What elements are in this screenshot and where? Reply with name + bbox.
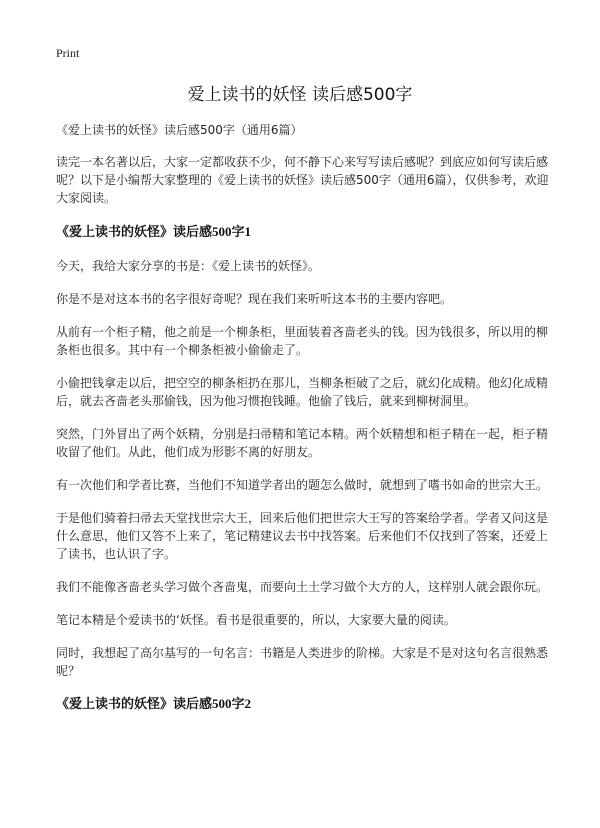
article-body [56,121,556,729]
article-subtitle: 《爱上读书的妖怪》读后感500字（通用6篇） [56,123,303,137]
intro-paragraph: 读完一本名著以后，大家一定都收获不少，何不静下心来写写读后感呢？到底应如何写读后感呢？以下是小编帮大家整理的《爱上读书的妖怪》读后感500字（通用6篇），仅供参考，欢迎大家阅读。 [56,155,549,205]
paragraph: 笔记本精是个爱读书的‘妖怪。看书是很重要的，所以，大家要大量的阅读。 [56,613,456,627]
paragraph: 我们不能像吝啬老头学习做个吝啬鬼，而要向土土学习做个大方的人，这样别人就会跟你玩。 [56,580,549,594]
paragraph: 突然，门外冒出了两个妖精，分别是扫帚精和笔记本精。两个妖精想和柜子精在一起，柜子精收留了他们。从此，他们成为形影不离的好朋友。 [56,427,549,459]
section-heading-2: 《爱上读书的妖怪》读后感500字2 [56,696,252,711]
page-title: 爱上读书的妖怪 读后感500字 [187,85,413,105]
section-heading-1: 《爱上读书的妖怪》读后感500字1 [56,224,252,239]
paragraph: 于是他们骑着扫帚去天堂找世宗大王，回来后他们把世宗大王写的答案给学者。学者又问这是什么意思，他们又答不上来了，笔记精建议去书中找答案。后来他们不仅找到了答案，还爱上了读书，也认识了字。 [56,511,549,561]
paragraph: 你是不是对这本书的名字很好奇呢？现在我们来听听这本书的主要内容吧。 [56,292,453,306]
paragraph: 小偷把钱拿走以后，把空空的柳条柜扔在那儿，当柳条柜破了之后，就幻化成精。他幻化成精后，就去吝啬老头那偷钱，因为他习惯抱钱睡。他偷了钱后，就来到柳树洞里。 [56,376,549,408]
paragraph: 今天，我给大家分享的书是：《爱上读书的妖怪》。 [56,259,321,273]
paragraph: 同时，我想起了高尔基写的一句名言：书籍是人类进步的阶梯。大家是不是对这句名言很熟悉呢？ [56,646,549,678]
print-link[interactable]: Print [56,46,80,60]
paragraph: 从前有一个柜子精，他之前是一个柳条柜，里面装着吝啬老头的钱。因为钱很多，所以用的柳条柜也很多。其中有一个柳条柜被小偷偷走了。 [56,325,549,357]
paragraph: 有一次他们和学者比赛，当他们不知道学者出的题怎么做时，就想到了嗜书如命的世宗大王。 [56,478,549,492]
